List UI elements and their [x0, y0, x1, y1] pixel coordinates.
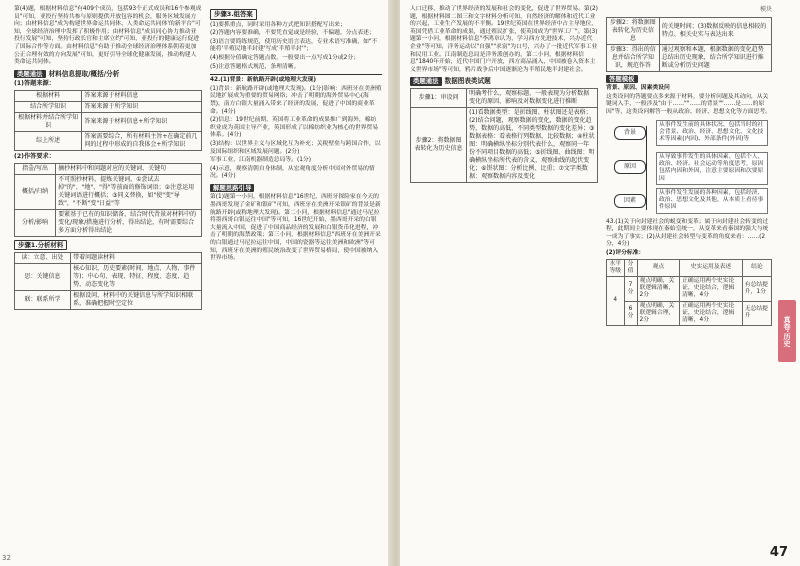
q42-answer: (4)示意，观察清朝自身体制，从宏观角度分析中国对外贸易的情况。(4分): [210, 165, 375, 180]
table-cell: 步骤2：将数据图表转化为历史信息: [607, 17, 660, 44]
table-header-row: [607, 259, 772, 276]
tip-item: (5)注意答题格式规范，条理清晰。: [210, 63, 300, 70]
table-row: [411, 107, 598, 182]
table-cell: 通过观察和本题，根据数据的变化趋势总结出历史现象，结合所学知识进行推断或分析历史问题: [659, 44, 771, 71]
table-header: 观点: [637, 259, 680, 276]
table-cell: 概括/归纳: [15, 174, 56, 209]
page-mark: 32: [2, 554, 11, 562]
table-cell: 的关键时间；(3)数据反映的信息相较的特点、相关史实与表达出来: [659, 17, 771, 44]
table-cell: 7分: [624, 276, 637, 301]
table-cell: 根据材料并结合所学知识: [15, 112, 82, 131]
table-row: [15, 209, 202, 236]
table-cell: 答案来源于材料信息: [82, 90, 202, 101]
table-cell: 联：联系所学: [15, 291, 71, 310]
answer-tag: 答题模板: [606, 75, 638, 84]
table-cell: 步骤2：将数据图表转化为历史信息: [411, 107, 467, 182]
table-header: 结论: [742, 259, 771, 276]
table-cell: 答案需要综合，所有材料主旨+在确定前几问的过程中形成的自我体会+所学知识: [82, 131, 202, 150]
answer-title: 背景、原因、因素类设问: [606, 85, 670, 92]
table-cell: 指출/写出: [15, 163, 56, 174]
table-header: 分值: [624, 259, 637, 276]
divider: [210, 74, 382, 75]
left-column-2: [210, 6, 382, 264]
page-number: 47: [769, 545, 788, 560]
method-title: 材料信息提取/概括/分析: [48, 69, 120, 78]
q43-answer: 43.(1)关于向封建社会的蜕变和变革；属于向封建社会转变的过程，此期间主要体现在秦始皇统一，从变革来看秦国的强大与统一成为了事实；(2)从封建社会转型与变革的角度来看：……(2分，4分): [606, 218, 769, 248]
q42-answer: (1)背景：新航路开辟(或地理大发现)。(1分)影响：西班牙在美洲殖民地扩展成为重要的贸易网络；冲击了明朝的海外贸易中心(海禁)，南方白银大量涌入带来了经济的发展，促进了中国的商业革命。(4分): [210, 85, 382, 115]
table-row: [15, 112, 202, 131]
background-node: 背景: [614, 126, 646, 140]
guide-text: 第(1)题第一小问，根据材料信息"16世纪，西班牙探险家在今天的墨西哥发现了金矿和银矿"可知，西班牙在美洲开采银矿的背景是新航路开辟(或称地理大发现)。第二小问，根据材料信息"通过马尼拉将墨西哥白银运往中国"等可知，16世纪开始，墨西哥开采的白银大量流入中国，促进了中国商品经济的发展和白银货币化进程，冲击了明朝的海禁政策；第三小问，根据材料信息"西班牙在美洲开采的白银通过马尼拉运往中国，中国的瓷器等运往美洲和欧洲"等可知，西班牙在美洲的殖民统治改变了世界贸易格局，使中国被纳入世界市场。: [210, 194, 381, 262]
table-cell: 无总结提升: [742, 301, 771, 326]
right-page: [400, 0, 800, 566]
table-row: [411, 88, 598, 107]
answer-req-title: (2)作答要求：: [14, 152, 55, 160]
table-cell: 分析/影响: [15, 209, 56, 236]
q42-answer: (3)结构：以世界主义与区域化互为补充；关税壁垒与跨国合作，以及国际组织和区域发展问题。(2分): [210, 140, 381, 155]
step3-label: 步骤3.组答案: [210, 9, 257, 20]
table-cell: 要紧基于已有的知识储备，结合时代背景对材料中的变化/现象/措施进行分析，得出结论，有时需要综合多方面分析得出结论: [56, 209, 202, 236]
table-cell: (1)看数据类型：是折线图、柱状图还是表格；(2)结合问题，观察数据的变化，数据的变化趋势，数据的高低，不同类型数据的变化差异；③数据表格：看表格行列数据，比较数据；④柱状图：明确横纵坐标分别代表什么，观察同一年份不同项目数据的高低；⑤折线图、曲线图：明确横纵坐标所代表的含义，观察曲线的起伏变化；⑥饼状图：分析比例、比重；⑦文字类数据：观察数据内容及变化: [467, 107, 598, 182]
table-row: [15, 101, 202, 112]
answer-intro: 这类设问的答题要点多来源于材料，要分析问题及其动向，从关键词入手，一般涉及"由于……""……的背景""……是……的原因"等，这类设问解答一般从政治、经济、思想文化等方面思考。: [606, 93, 771, 115]
method-tag: 类题通法: [14, 70, 46, 79]
right-column-1: [410, 6, 598, 183]
table-row: [607, 17, 772, 44]
connector-line: [646, 126, 647, 210]
steps-table: [606, 17, 772, 72]
answer-req-table: [14, 163, 202, 237]
table-row: [607, 301, 772, 326]
table-cell: 核心知识，历史要素(时间、地点、人物、事件等)；中心句、表现、特征、程度、态度、趋势、动态变化等: [71, 264, 202, 291]
method-header: [14, 70, 202, 79]
factor-node: 因素: [614, 194, 646, 208]
table-cell: 答案来源于材料信息+所学知识: [82, 112, 202, 131]
tip-item: (4)根据分值确定答题点数，一般要出一点写成1分或2分；: [210, 54, 359, 61]
table-row: [15, 131, 202, 150]
tip-item: (3)语言要简练规范，使用历史语言表达，专业术语写准确，如"不能将'半殖民地半封建'写成'半殖半封'"；: [210, 38, 378, 53]
table-cell: 根据设问，材料中的关键信息与所学知识相联系，准确把握时空定位: [71, 291, 202, 310]
intro-text: 人口迁移，推动了世界经济的发展和社会的变化，促进了世界贸易。第(2)题，根据材料图二图三和文字材料分析可知，自然经济的解体和近代工业的兴起，工业生产发展的不平衡。19世纪英国在世界经济中占主导地位，英国凭借工业革命的成果，通过殖民扩张，使英国成为"世界工厂"。第(3)题第一小问，根据材料信息"李鸿章认为，学习西方先进技术，兴办近代企业"等可知，洋务运动以"自强""求富"为口号，兴办了一批近代军事工业和民用工业。江南制造总局是洋务派创办的，第二小问，根据材料信息"1840年开始，近代中国门户开放，西方商品涌入，中国被卷入资本主义世界市场"等可知，鸦片战争后中国逐渐沦为半殖民地半封建社会。: [410, 6, 598, 73]
table-header: 史实运用及表述: [680, 259, 743, 276]
table-cell: 正确运用两个史实论证，史论结合，逻辑清晰，4分: [680, 276, 743, 301]
table-row: [15, 174, 202, 209]
table-cell: 步骤1：审设问: [411, 88, 467, 107]
answer-source-table: [14, 90, 202, 151]
score-heading: (2)评分标准：: [606, 249, 645, 256]
table-cell: 结合所学知识: [15, 101, 82, 112]
guide-header: [210, 184, 382, 193]
q42-answer: (2)信息：19世纪前期，英国将工业革命的成果推广到海外，棉纺织业成为英国主导产业，英国形成了以棉纺织业为核心的世界贸易体系。(4分): [210, 117, 379, 139]
q42-heading: 42.(1)背景：新航路开辟(或地理大发现): [210, 77, 317, 84]
table-cell: 带着问题读材料: [71, 253, 202, 264]
left-page: [0, 0, 392, 566]
table-row: [15, 264, 202, 291]
step1-label: 步骤1.分析材料: [14, 240, 67, 251]
factor-desc: 从事件发生发展的各种因素，包括经济、政治、思想文化及其他，从本质上看待事件原因: [656, 188, 768, 214]
table-row: [607, 44, 772, 71]
tip-item: (2)答题内容要准确，不要凭直觉或是经验，不偏题，分点表述；: [210, 30, 375, 37]
table-cell: 4: [607, 276, 625, 325]
table-cell: 观点明确，关联逻辑合理，2分: [637, 301, 680, 326]
table-cell: 有总结提升，1分: [742, 276, 771, 301]
side-tab: 真卷·历史: [778, 300, 796, 362]
analyze-table: [14, 252, 202, 310]
table-cell: 不可照抄材料，提炼关键词，①尝试去掉"的"、"地"、"得"等前面的修饰词语；②注意运用关键词语进行概括；③同义替换，如"使"变"导致"，"不断"变"日益"等: [56, 174, 202, 209]
table-cell: 根据材料: [15, 90, 82, 101]
table-header: 水平等级: [607, 259, 625, 276]
intro-text: 第(4)题，根据材料信息"有409个成员，包括93个正式成员和16个参观成员"可知，亚投行坚持共参与原则提供开放包容的机会，服务区域发展方向；由材料信息"成为构建世界命运共同体、人类命运共同体'的新平台"可知，全球经济治理中发挥了积极作用；由材料信息"成员同心协力推动亚投行发展"可知，坚持行政长官和主席立约"可知，亚投行的健康运行促进了国际合作等方面。由材料信息"有助于推动全球经济治理体系朝着更加公正合理有效的方向发展"可知，更好引导全球化健康发展，推动构建人类命运共同体。: [14, 6, 202, 66]
table-row: [15, 163, 202, 174]
score-table: [606, 259, 772, 327]
table-cell: 明确考什么，观察标题、一般表现为分析数据变化的原因、影响及对数据变化进行推断: [467, 88, 598, 107]
factor-diagram: [606, 120, 772, 216]
table-row: [15, 90, 202, 101]
table-cell: 答案来源于所学知识: [82, 101, 202, 112]
table-row: [607, 276, 772, 301]
background-desc: 从事件发生前的具体状况、包括当时的社会背景、政治、经济、思想文化、文化技术等因素(内因)、外部条件(外因)等: [656, 120, 768, 146]
method-header: [410, 77, 598, 86]
table-cell: 摘抄材料中和问题对应的关键词、关键句: [56, 163, 202, 174]
answer-source-title: (1)答题来源：: [14, 80, 55, 88]
method-tag: 类题通法: [410, 77, 442, 86]
method-title: 数据图表类试题: [444, 77, 491, 86]
table-cell: 正确运用两个史实论证，史论结合，逻辑清晰，4分: [680, 301, 743, 326]
table-cell: 步骤3：得出的信息并结合所学知识，规范作答: [607, 44, 660, 71]
cause-node: 原因: [614, 160, 646, 174]
table-row: [15, 291, 202, 310]
data-chart-table: [410, 88, 598, 183]
right-column-2: [606, 6, 772, 326]
guide-tag: 解题思路引导: [210, 184, 254, 193]
tip-item: (1)要抓重点，同时采用各种方式把知识搭配写出来；: [210, 21, 346, 28]
left-column-1: [14, 6, 202, 310]
header-right: 模块: [759, 6, 772, 13]
table-cell: 思：关键信息: [15, 264, 71, 291]
table-cell: 观点明确，关联逻辑清晰，2分: [637, 276, 680, 301]
table-cell: 读：立意、出处: [15, 253, 71, 264]
table-row: [15, 253, 202, 264]
table-cell: 6分: [624, 301, 637, 326]
answer-header: [606, 75, 772, 84]
q42-answer: 军事工业，江南机器制造总局等。(1分): [210, 157, 311, 164]
cause-desc: 从导致事件发生的具体因素、包括个人、政治、经济、社会运动等角度思考，原因包括内因和外因，注意主要原因和次要原因: [656, 152, 768, 186]
table-cell: 综上所述: [15, 131, 82, 150]
